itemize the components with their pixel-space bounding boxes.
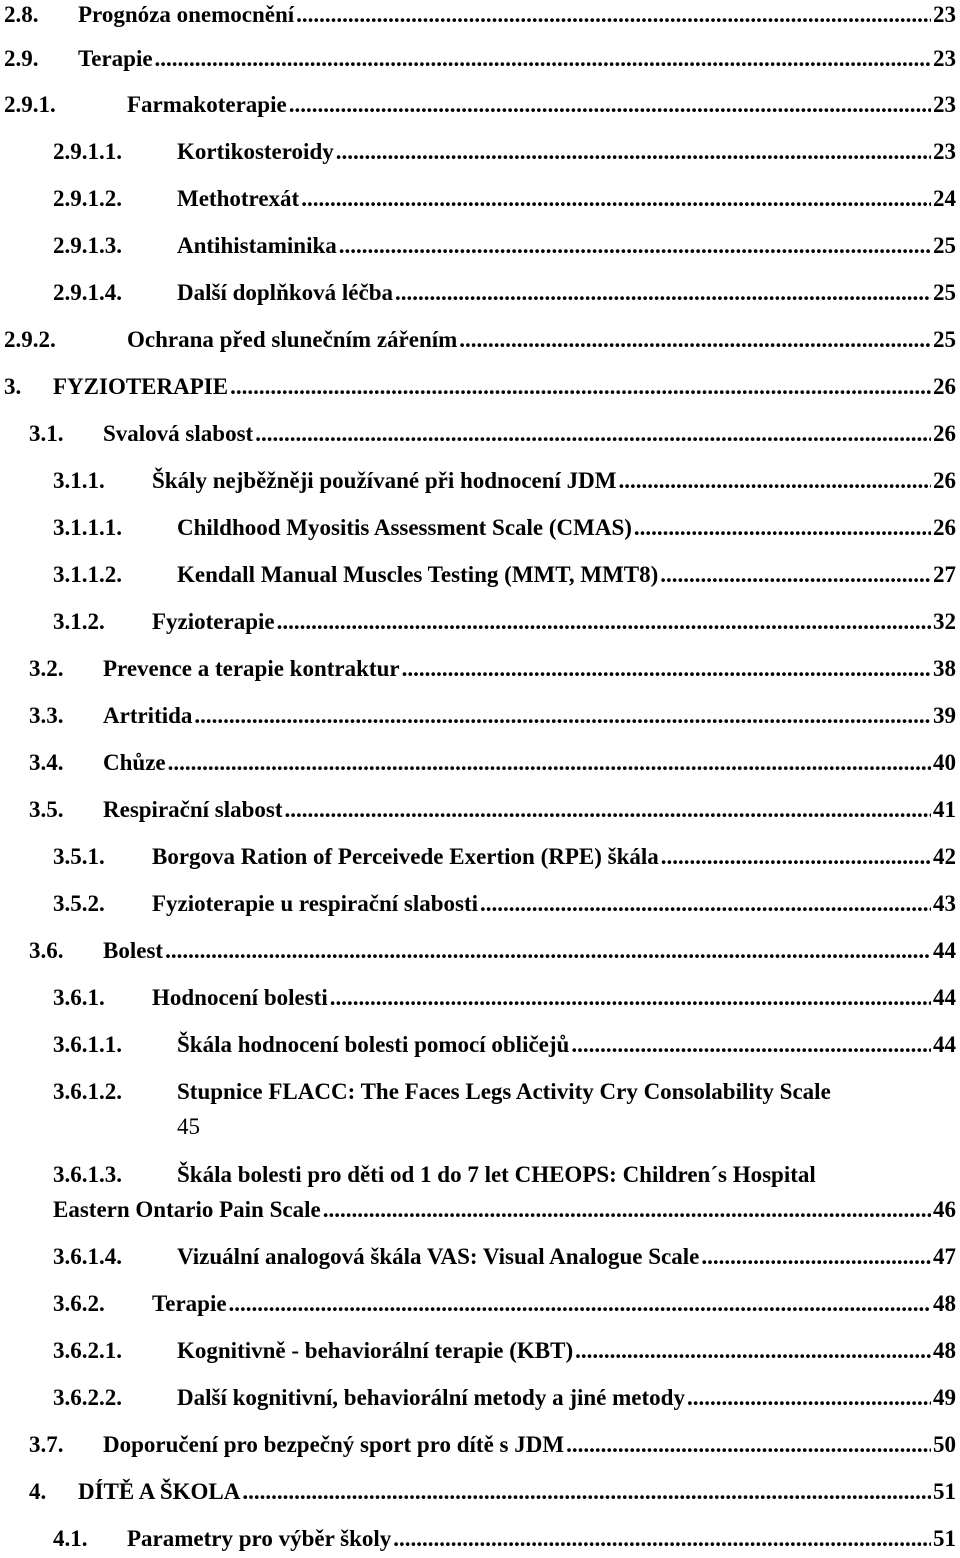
toc-entry-page: 27 (933, 562, 956, 587)
toc-leader-dots (457, 325, 931, 355)
toc-leader-dots (299, 184, 931, 214)
toc-entry-number: 2.9.1. (4, 92, 56, 117)
toc-entry[interactable] (0, 936, 960, 970)
toc-entry[interactable] (0, 701, 960, 735)
toc-entry[interactable] (0, 1242, 960, 1276)
toc-entry-number: 3.6.1. (53, 985, 105, 1010)
toc-entry-title: Kendall Manual Muscles Testing (MMT, MMT8) (177, 562, 659, 587)
toc-entry-title: Parametry pro výběr školy (127, 1526, 392, 1551)
toc-entry-page: 38 (933, 656, 956, 681)
toc-entry-title: DÍTĚ A ŠKOLA (78, 1479, 241, 1504)
toc-entry-title: Vizuální analogová škála VAS: Visual Analogue Scale (177, 1244, 700, 1269)
toc-entry-title: Stupnice FLACC: The Faces Legs Activity Cry Consolability Scale (177, 1079, 831, 1104)
toc-entry-number: 3.5.2. (53, 891, 105, 916)
toc-leader-dots (658, 560, 931, 590)
toc-leader-dots (337, 231, 931, 261)
toc-entry-page: 23 (933, 2, 956, 27)
toc-entry[interactable] (0, 231, 960, 265)
toc-entry-page: 51 (933, 1526, 956, 1551)
toc-leader-dots (153, 44, 931, 74)
toc-leader-dots (275, 607, 931, 637)
toc-entry-page: 25 (933, 280, 956, 305)
toc-entry-page: 26 (933, 515, 956, 540)
toc-entry-page: 48 (933, 1338, 956, 1363)
toc-entry-number: 2.9.1.3. (53, 233, 122, 258)
toc-entry-page: 43 (933, 891, 956, 916)
toc-entry[interactable] (0, 1477, 960, 1511)
toc-entry-title: Hodnocení bolesti (152, 985, 328, 1010)
toc-leader-dots (564, 1430, 931, 1460)
toc-entry-number: 3. (4, 374, 22, 399)
toc-entry-number: 3.6.1.4. (53, 1244, 122, 1269)
toc-entry-title: Prevence a terapie kontraktur (103, 656, 400, 681)
toc-entry-number: 2.8. (4, 2, 39, 27)
toc-entry-title-continued: Eastern Ontario Pain Scale (53, 1197, 321, 1222)
toc-leader-dots (391, 1524, 931, 1554)
toc-entry-title: Ochrana před slunečním zářením (127, 327, 458, 352)
toc-entry-page: 42 (933, 844, 956, 869)
toc-entry[interactable] (0, 184, 960, 218)
toc-entry-page: 45 (177, 1114, 200, 1139)
toc-entry-number: 3.6.1.3. (53, 1162, 122, 1187)
toc-entry-number: 2.9.2. (4, 327, 56, 352)
toc-entry-title: Škály nejběžněji používané při hodnocení JDM (152, 468, 617, 493)
toc-entry-number: 2.9. (4, 46, 39, 71)
toc-entry-page: 41 (933, 797, 956, 822)
toc-leader-dots (294, 0, 931, 30)
toc-entry[interactable] (0, 44, 960, 78)
toc-entry-page: 23 (933, 46, 956, 71)
toc-entry-number: 2.9.1.2. (53, 186, 122, 211)
toc-entry-title: Škála bolesti pro děti od 1 do 7 let CHEOPS: Children´s Hospital (177, 1162, 816, 1187)
toc-leader-dots (685, 1383, 931, 1413)
toc-entry-title: Škála hodnocení bolesti pomocí obličejů (177, 1032, 570, 1057)
toc-entry-page: 46 (933, 1197, 956, 1222)
toc-entry-page: 50 (933, 1432, 956, 1457)
toc-entry[interactable] (0, 1289, 960, 1323)
toc-entry[interactable] (0, 1430, 960, 1464)
toc-entry[interactable] (0, 748, 960, 782)
toc-entry-title: Kognitivně - behaviorální terapie (KBT) (177, 1338, 574, 1363)
toc-entry-number: 3.1. (29, 421, 64, 446)
toc-entry-page: 49 (933, 1385, 956, 1410)
toc-entry-page: 44 (933, 1032, 956, 1057)
toc-entry-page: 51 (933, 1479, 956, 1504)
toc-leader-dots (617, 466, 931, 496)
toc-leader-dots (287, 90, 931, 120)
toc-leader-dots (227, 1289, 931, 1319)
toc-leader-dots (699, 1242, 931, 1272)
toc-entry[interactable] (0, 983, 960, 1017)
toc-entry-page: 23 (933, 92, 956, 117)
toc-entry-number: 3.2. (29, 656, 64, 681)
toc-leader-dots (228, 372, 931, 402)
toc-entry-page: 25 (933, 233, 956, 258)
toc-entry[interactable] (0, 137, 960, 171)
toc-entry[interactable] (0, 1524, 960, 1558)
toc-entry-title: Antihistaminika (177, 233, 337, 258)
toc-entry[interactable] (0, 889, 960, 923)
toc-leader-dots (478, 889, 931, 919)
toc-entry-number: 3.1.1. (53, 468, 105, 493)
toc-leader-dots (659, 842, 931, 872)
toc-entry[interactable] (0, 1030, 960, 1064)
toc-entry-title: Childhood Myositis Assessment Scale (CMAS) (177, 515, 632, 540)
toc-entry-title: Svalová slabost (103, 421, 254, 446)
toc-entry-number: 3.6.1.1. (53, 1032, 122, 1057)
toc-leader-dots (334, 137, 931, 167)
toc-entry[interactable] (0, 654, 960, 688)
toc-entry[interactable] (0, 1336, 960, 1370)
toc-entry-title: Další doplňková léčba (177, 280, 393, 305)
toc-entry-number: 3.6.2. (53, 1291, 105, 1316)
toc-entry-page: 44 (933, 985, 956, 1010)
toc-entry-number: 3.6.2.2. (53, 1385, 122, 1410)
toc-entry[interactable] (0, 607, 960, 641)
toc-entry-page: 24 (933, 186, 956, 211)
toc-entry-title: Doporučení pro bezpečný sport pro dítě s JDM (103, 1432, 565, 1457)
toc-leader-dots (192, 701, 931, 731)
toc-leader-dots (166, 748, 931, 778)
toc-entry[interactable] (0, 513, 960, 547)
toc-entry-title: Kortikosteroidy (177, 139, 334, 164)
toc-entry[interactable] (0, 466, 960, 500)
toc-entry-title: FYZIOTERAPIE (53, 374, 229, 399)
toc-leader-dots (240, 1477, 931, 1507)
toc-entry[interactable] (0, 278, 960, 312)
toc-entry-number: 3.6. (29, 938, 64, 963)
toc-entry-title: Farmakoterapie (127, 92, 287, 117)
toc-entry-page: 32 (933, 609, 956, 634)
toc-entry-number: 3.1.1.1. (53, 515, 122, 540)
toc-entry-number: 4.1. (53, 1526, 88, 1551)
toc-entry-page: 23 (933, 139, 956, 164)
toc-leader-dots (163, 936, 931, 966)
toc-leader-dots (253, 419, 931, 449)
toc-entry-page: 48 (933, 1291, 956, 1316)
toc-leader-dots (569, 1030, 931, 1060)
toc-leader-dots (283, 795, 931, 825)
toc-entry-page: 40 (933, 750, 956, 775)
toc-entry[interactable] (0, 560, 960, 594)
toc-entry[interactable] (0, 1383, 960, 1417)
toc-entry-title: Terapie (78, 46, 153, 71)
toc-leader-dots (321, 1195, 931, 1225)
toc-entry-number: 3.6.1.2. (53, 1079, 122, 1104)
toc-entry-page: 25 (933, 327, 956, 352)
toc-entry-title: Fyzioterapie (152, 609, 275, 634)
toc-entry[interactable] (0, 795, 960, 829)
toc-entry[interactable] (0, 419, 960, 453)
toc-entry-title: Methotrexát (177, 186, 300, 211)
toc-entry-page: 44 (933, 938, 956, 963)
toc-entry[interactable] (0, 1160, 960, 1230)
toc-entry[interactable] (0, 1077, 960, 1147)
toc-leader-dots (573, 1336, 931, 1366)
toc-entry-page: 26 (933, 374, 956, 399)
toc-entry-title: Terapie (152, 1291, 227, 1316)
toc-entry-title: Respirační slabost (103, 797, 283, 822)
toc-entry-page: 26 (933, 468, 956, 493)
toc-leader-dots (400, 654, 931, 684)
toc-entry-title: Chůze (103, 750, 166, 775)
toc-entry-page: 47 (933, 1244, 956, 1269)
toc-entry[interactable] (0, 842, 960, 876)
toc-entry-number: 3.5. (29, 797, 64, 822)
toc-entry[interactable] (0, 90, 960, 124)
toc-entry-title: Bolest (103, 938, 164, 963)
toc-entry-number: 2.9.1.1. (53, 139, 122, 164)
toc-entry-title: Další kognitivní, behaviorální metody a jiné metody (177, 1385, 685, 1410)
toc-entry-page: 26 (933, 421, 956, 446)
toc-entry-number: 3.1.2. (53, 609, 105, 634)
toc-entry-number: 3.4. (29, 750, 64, 775)
toc-entry-page: 39 (933, 703, 956, 728)
toc-entry-title: Fyzioterapie u respirační slabosti (152, 891, 479, 916)
toc-leader-dots (393, 278, 931, 308)
toc-entry[interactable] (0, 0, 960, 34)
toc-entry-number: 3.3. (29, 703, 64, 728)
toc-leader-dots (632, 513, 931, 543)
toc-entry-number: 3.6.2.1. (53, 1338, 122, 1363)
toc-entry-number: 3.1.1.2. (53, 562, 122, 587)
toc-entry-number: 3.7. (29, 1432, 64, 1457)
toc-entry-number: 2.9.1.4. (53, 280, 122, 305)
toc-leader-dots (328, 983, 931, 1013)
toc-entry[interactable] (0, 325, 960, 359)
toc-entry-title: Borgova Ration of Perceivede Exertion (RPE) škála (152, 844, 659, 869)
toc-entry[interactable] (0, 372, 960, 406)
toc-entry-title: Prognóza onemocnění (78, 2, 295, 27)
toc-entry-number: 3.5.1. (53, 844, 105, 869)
toc-entry-number: 4. (29, 1479, 47, 1504)
toc-entry-title: Artritida (103, 703, 193, 728)
